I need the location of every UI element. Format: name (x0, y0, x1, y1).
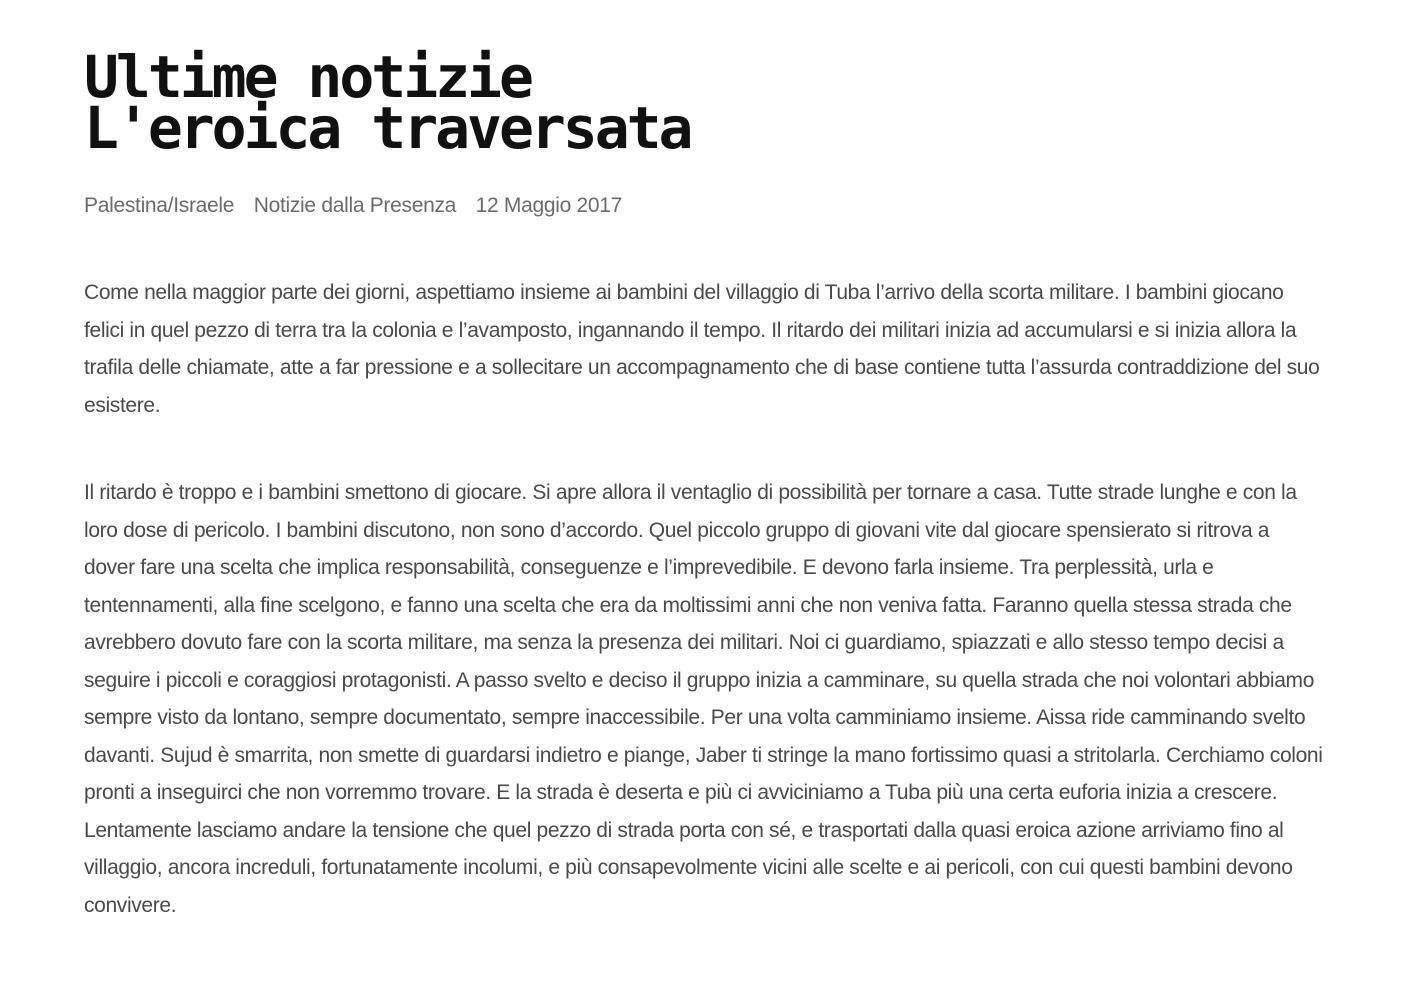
paragraph: Come nella maggior parte dei giorni, aspettiamo insieme ai bambini del villaggio di Tuba l’arrivo della scorta militare. I bambini giocano felici in quel pezzo di terra tra la colonia e l’avamposto, ingannando il tempo. Il ritardo dei militari inizia ad accumularsi e si inizia allora la trafila delle chiamate, atte a far pressione e a sollecitare un accompagnamento che di base contiene tutta l’assurda contraddizione del suo esistere. (84, 281, 1320, 417)
article-meta (84, 194, 1324, 218)
meta-region-link[interactable]: Palestina/Israele (84, 194, 235, 217)
meta-date: 12 Maggio 2017 (475, 194, 623, 217)
meta-category-link[interactable]: Notizie dalla Presenza (253, 194, 457, 217)
paragraph: Il ritardo è troppo e i bambini smettono di giocare. Si apre allora il ventaglio di possibilità per tornare a casa. Tutte strade lunghe e con la loro dose di pericolo. I bambini discutono, non sono d’accordo. Quel piccolo gruppo di giovani vite dal giocare spensierato si ritrova a dover fare una scelta che implica responsabilità, conseguenze e l’imprevedibile. E devono farla insieme. Tra perplessità, urla e tentennamenti, alla fine scelgono, e fanno una scelta che era da moltissimi anni che non veniva fatta. Faranno quella stessa strada che avrebbero dovuto fare con la scorta militare, ma senza la presenza dei militari. Noi ci guardiamo, spiazzati e allo stesso tempo decisi a seguire i piccoli e coraggiosi protagonisti. A passo svelto e deciso il gruppo inizia a camminare, su quella strada che noi volontari abbiamo sempre visto da lontano, sempre documentato, sempre inaccessibile. Per una volta camminiamo insieme. Aissa ride camminando svelto davanti. Sujud è smarrita, non smette di guardarsi indietro e piange, Jaber ti stringe la mano fortissimo quasi a stritolarla. Cerchiamo coloni pronti a inseguirci che non vorremmo trovare. E la strada è deserta e più ci avviciniamo a Tuba più una certa euforia inizia a crescere. Lentamente lasciamo andare la tensione che quel pezzo di strada porta con sé, e trasportati dalla quasi eroica azione arriviamo fino al villaggio, ancora increduli, fortunatamente incolumi, e più consapevolmente vicini alle scelte e ai pericoli, con cui questi bambini devono convivere. (84, 481, 1323, 917)
article (84, 43, 1324, 974)
article-body (84, 274, 1324, 924)
title-line-1: Ultime notizie (84, 43, 531, 111)
title-line-2: L'eroica traversata (84, 94, 691, 162)
article-title (84, 43, 1324, 162)
